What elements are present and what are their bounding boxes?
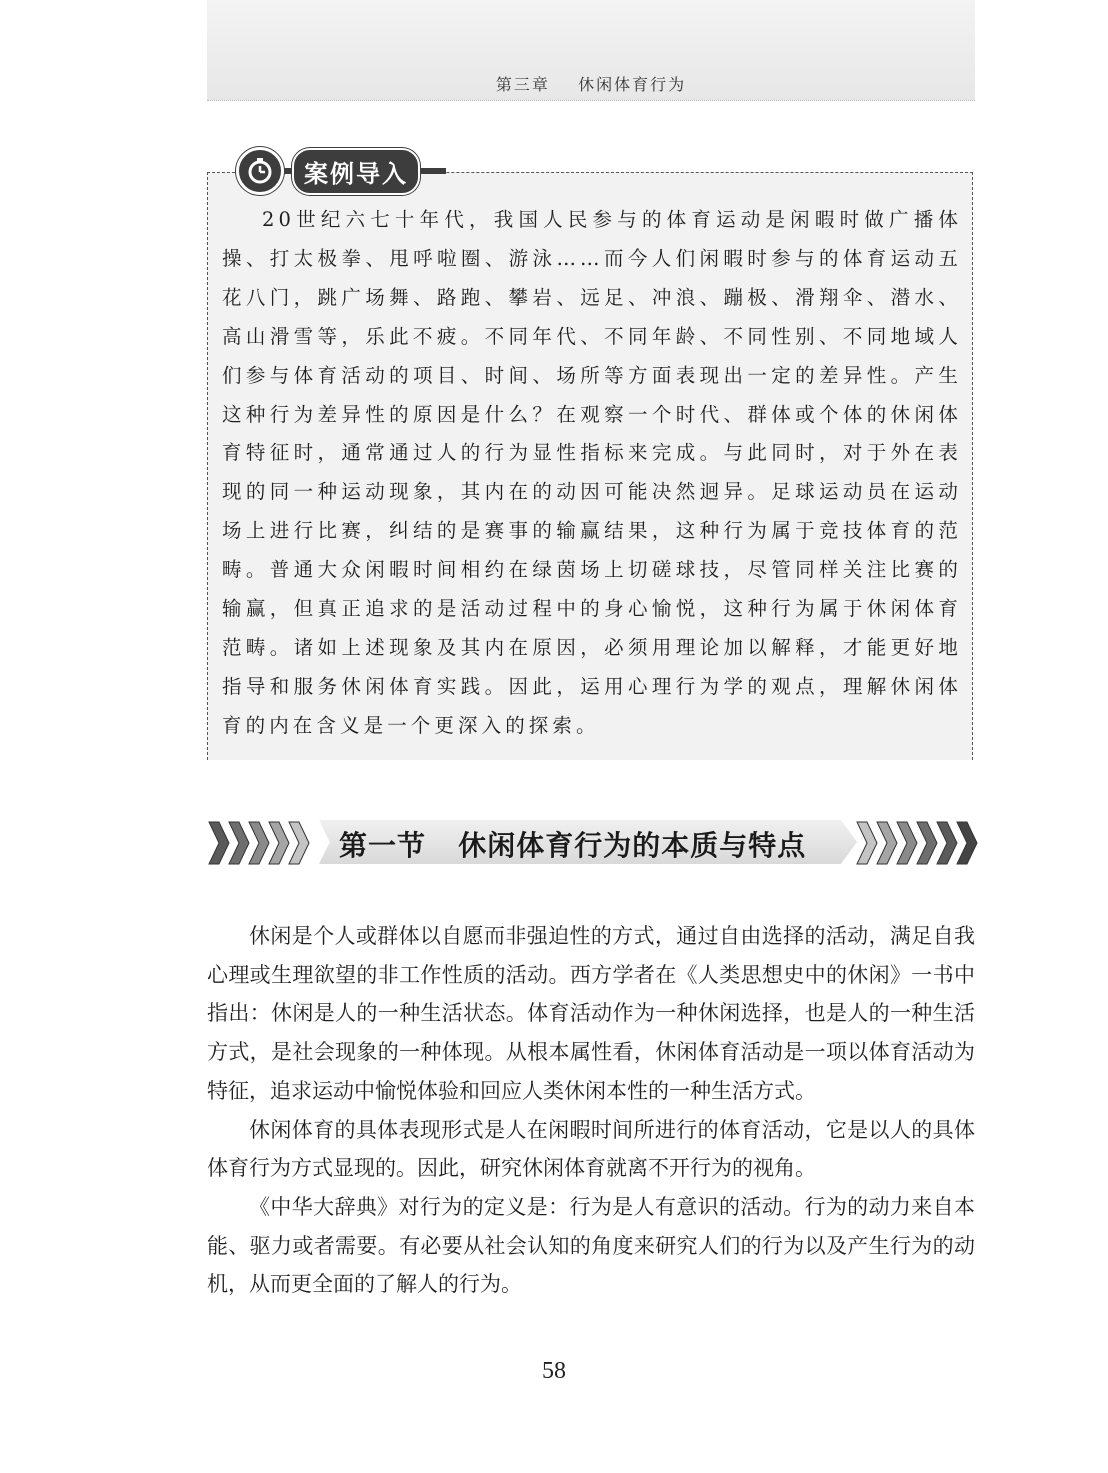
paragraph: 休闲是个人或群体以自愿而非强迫性的方式，通过自由选择的活动，满足自我心理或生理欲望的非工作性质的活动。西方学者在《人类思想史中的休闲》一书中指出：休闲是人的一种生活状态。体育活动作为一种休闲选择，也是人的一种生活方式，是社会现象的一种体现。从根本属性看，休闲体育活动是一项以体育活动为特征，追求运动中愉悦体验和回应人类休闲本性的一种生活方式。: [207, 924, 975, 1103]
chevron-right-icon: [287, 820, 311, 866]
case-intro-badge: [236, 148, 446, 194]
page-number: 58: [542, 1358, 566, 1384]
body-text: [207, 917, 975, 1304]
chevron-decoration-right: [855, 820, 975, 866]
running-header-title: 第三章 休闲体育行为: [495, 75, 687, 94]
running-header: [207, 0, 975, 101]
case-intro-text: 20世纪六七十年代，我国人民参与的体育运动是闲暇时做广播体操、打太极拳、甩呼啦圈、游泳……而今人们闲暇时参与的体育运动五花八门，跳广场舞、路跑、攀岩、远足、冲浪、蹦极、滑翔伞、潜水、高山滑雪等，乐此不疲。不同年代、不同年龄、不同性别、不同地域人们参与体育活动的项目、时间、场所等方面表现出一定的差异性。产生这种行为差异性的原因是什么？在观察一个时代、群体或个体的休闲体育特征时，通常通过人的行为显性指标来完成。与此同时，对于外在表现的同一种运动现象，其内在的动因可能决然迥异。足球运动员在运动场上进行比赛，纠结的是赛事的输赢结果，这种行为属于竞技体育的范畴。普通大众闲暇时间相约在绿茵场上切磋球技，尽管同样关注比赛的输赢，但真正追求的是活动过程中的身心愉悦，这种行为属于休闲体育范畴。诸如上述现象及其内在原因，必须用理论加以解释，才能更好地指导和服务休闲体育实践。因此，运用心理行为学的观点，理解休闲体育的内在含义是一个更深入的探索。: [222, 208, 962, 737]
paragraph: 休闲体育的具体表现形式是人在闲暇时间所进行的体育活动，它是以人的具体体育行为方式显现的。因此，研究休闲体育就离不开行为的视角。: [207, 1117, 975, 1181]
section-banner: [207, 818, 975, 868]
case-intro-label: 案例导入: [292, 148, 420, 195]
stopwatch-icon: [236, 147, 284, 195]
paragraph: 《中华大辞典》对行为的定义是：行为是人有意识的活动。行为的动力来自本能、驱力或者需要。有必要从社会认知的角度来研究人们的行为以及产生行为的动机，从而更全面的了解人的行为。: [207, 1194, 975, 1297]
badge-connector: [420, 168, 446, 174]
section-title: 第一节 休闲体育行为的本质与特点: [339, 829, 807, 862]
chevron-right-icon: [955, 820, 979, 866]
chevron-decoration-left: [207, 820, 307, 866]
